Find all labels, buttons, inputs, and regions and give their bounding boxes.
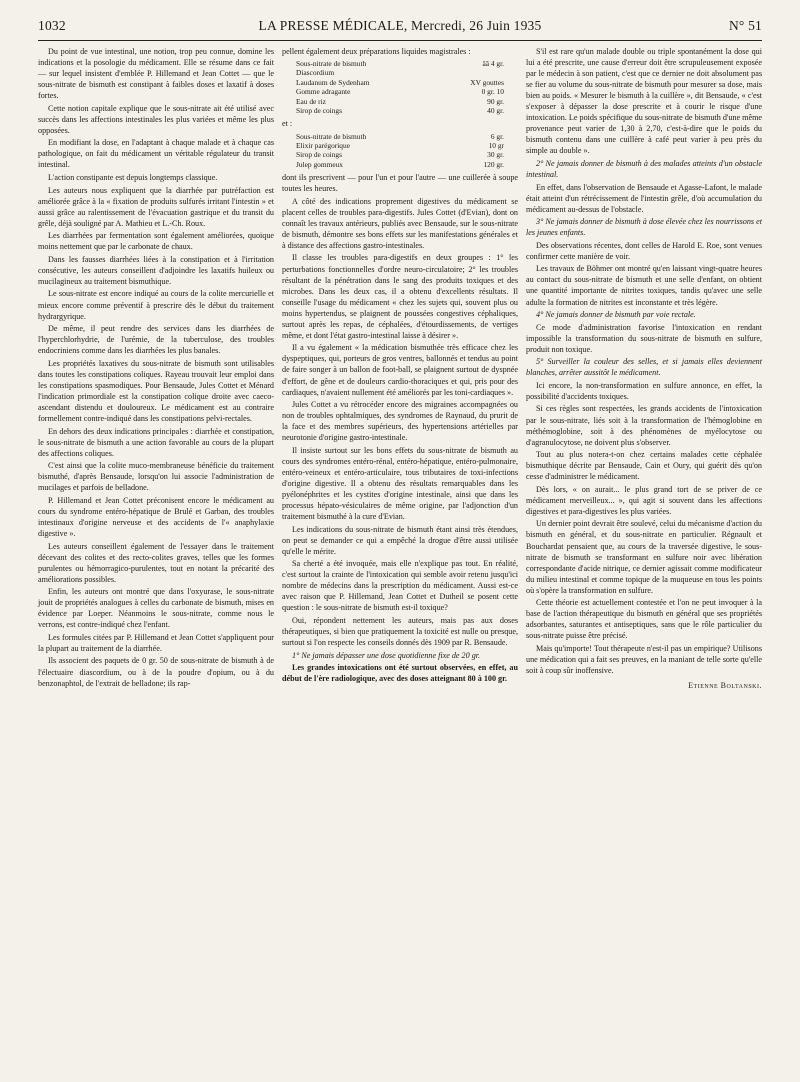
paragraph: Des observations récentes, dont celles de Harold E. Roe, sont venues confirmer cette manière de voir. [526,240,762,261]
recipe-line: Sirop de coings 40 gr. [296,106,504,116]
recipe-1 [296,59,518,115]
paragraph: Un dernier point devrait être soulevé, celui du mécanisme d'action du bismuth en général, et du sous-nitrate en particulier. Régnault et Bouchardat pensaient que, au cours de la traversée digestive, le sous-nitrate de bismuth se transformant en sulfure noir avec libération correspondante d'acide nitrique, ce dernier agissait comme modificateur du milieu intestinal et comme topique de la muqueuse en tous les points où s'opère la transformation en sulfure. [526,519,762,595]
paragraph: Il classe les troubles para-digestifs en deux groupes : 1° les perturbations fonctionnelles d'ordre neuro-circulatoire; 2° les troubles résultant de la pénétration dans le sang des produits toxiques et des microbes. Dans les deux cas, il a obtenu d'excellents résultats. Il conseille l'usage du médicament « chez les sujets qui, souvent plus ou moins hypertendus, se plaignent de poussées congestives céphaliques, surtout après les repas, de céphalées, d'étourdissements, de vertiges même, et dont l'état gastro-intestinal laisse à désirer ». [282,253,518,340]
paragraph: Dès lors, « on aurait... le plus grand tort de se priver de ce médicament merveilleux... », qui agit si souvent dans les affections digestives et para-digestives les plus variées. [526,484,762,516]
paragraph: Les travaux de Böhmer ont montré qu'en laissant vingt-quatre heures au contact du sous-nitrate de bismuth et une selle d'enfant, on obtient une quantité importante de nitrites toxiques, tandis qu'avec une selle adulte la formation de nitrites est inconstante et très légère. [526,264,762,307]
paragraph: C'est ainsi que la colite muco-membraneuse bénéficie du traitement bismuthé, d'après Bensaude, lorsqu'on lui associe l'administration de mucilages et parfois de belladone. [38,461,274,493]
paragraph: En effet, dans l'observation de Bensaude et Agasse-Lafont, le malade était atteint d'un rétrécissement de l'intestin grêle, d'où accumulation du médicament au-dessus de l'obstacle. [526,182,762,214]
recipe-line: Sous-nitrate de bismuth ââ 4 gr. [296,59,504,69]
paragraph: Jules Cottet a vu rétrocéder encore des migraines accompagnées ou non de troubles ophtalmiques, des syndromes de Raynaud, du prurit de la face et des membres supérieurs, des hypertensions artérielles par neurotonie d'origine gastro-intestinale. [282,400,518,443]
paragraph: Mais qu'importe! Tout thérapeute n'est-il pas un empirique? Utilisons une médication qui a fait ses preuves, en la maniant de telle sorte qu'elle soit à coup sûr inoffensive. [526,643,762,676]
rule-1: 1° Ne jamais dépasser une dose quotidienne fixe de 20 gr. [292,650,481,660]
paragraph: Les auteurs nous expliquent que la diarrhée par putréfaction est améliorée grâce à la « fixation de produits sulfurés irritant l'intestin » et aussi grâce au ralentissement de l'évacuation gastrique et du transit du grêle, déjà souligné par A. Mathieu et L.-Ch. Roux. [38,185,274,228]
author-signature: Etienne Boltanski. [688,681,762,691]
page-number: 1032 [38,18,66,33]
paragraph: Les diarrhées par fermentation sont également améliorées, quoique moins nettement que par le carbonate de chaux. [38,231,274,252]
header-rule [38,40,762,41]
paragraph: Enfin, les auteurs ont montré que dans l'oxyurase, le sous-nitrate jouit de propriétés analogues à celles du carbonate de bismuth, mises en évidence par Loeper. Néanmoins le sous-nitrate, comme nous le verrons, est contre-indiqué chez l'enfant. [38,587,274,630]
rule-2: 2° Ne jamais donner de bismuth à des malades atteints d'un obstacle intestinal. [526,158,762,180]
recipe-line: Sous-nitrate de bismuth 6 gr. [296,131,504,141]
rule-4: 4° Ne jamais donner de bismuth par voie rectale. [536,310,696,320]
paragraph: Ici encore, la non-transformation en sulfure annonce, en effet, la possibilité d'accidents toxiques. [526,380,762,401]
paragraph: Cette notion capitale explique que le sous-nitrate ait été utilisé avec succès dans les affections intestinales les plus variées et même les plus opposées. [38,103,274,135]
paragraph: Cette théorie est actuellement contestée et l'on ne peut invoquer à la base de l'action thérapeutique du bismuth en général que ses propriétés adsorbantes, saturantes et antiseptiques, sans que le rôle particulier du sous-nitrate puisse être précisé. [526,598,762,641]
paragraph: Ce mode d'administration favorise l'intoxication en rendant impossible la transformation du sous-nitrate de bismuth en sulfure, produit non toxique. [526,322,762,354]
paragraph: Dans les fausses diarrhées liées à la constipation et à l'irritation consécutive, les auteurs conseillent d'adjoindre les laxatifs huileux ou mucilagineux au traitement bismuthique. [38,254,274,286]
issue-number: N° 51 [728,18,762,33]
recipe-separator: et : [282,119,293,129]
recipe-line: Laudanum de Sydenham XV gouttes [296,77,504,87]
paragraph: L'action constipante est depuis longtemps classique. [48,173,218,183]
recipe-line: Sirop de coings 30 gr. [296,150,504,160]
paragraph: Les indications du sous-nitrate de bismuth étant ainsi très étendues, on peut se demander ce qui a empêché la drogue d'être aussi utilisée qu'elle le mérite. [282,524,518,556]
column-1 [38,46,274,690]
paragraph: S'il est rare qu'un malade double ou triple spontanément la dose qui lui a été prescrite, une cause d'erreur doit être scrupuleusement exposée par le médecin à son patient, c'est que ce dernier ne doit absolument pas se fier au volume du sous-nitrate de bismuth pour mesurer sa dose, mais bien au poids. « Mesurer le bismuth à la cuillère », dit Bensaude, « c'est s'exposer à dépasser la dose prescrite et à courir le risque d'une intoxication. Le poids spécifique du sous-nitrate de bismuth d'une même provenance peut varier de 1,30 à 2,70, c'est-à-dire que le poids du bismuth contenu dans une cuillère à café peut varier à peu près du simple au double ». [526,47,762,156]
paragraph: Les formules citées par P. Hillemand et Jean Cottet s'appliquent pour la plupart au traitement de la diarrhée. [38,632,274,653]
paragraph: Tout au plus notera-t-on chez certains malades cette céphalée bismuthique décrite par Bensaude, Cain et Oury, qui guérit dès qu'on cesse d'administrer le médicament. [526,450,762,482]
paragraph: Oui, répondent nettement les auteurs, mais pas aux doses thérapeutiques, si bien que pratiquement la toxicité est nulle ou presque, surtout si l'on respecte les conseils donnés dès 1909 par R. Bensaude. [282,615,518,648]
paragraph: Il insiste surtout sur les bons effets du sous-nitrate de bismuth au cours des syndromes entéro-rénal, entéro-hépatique, entéro-pulmonaire, entéro-veineux et entéro-articulaire, tous tributaires de toxi-infections d'origine digestive. Il a obtenu des résultats remarquables dans les pyélonéphrites et les cystites d'origine intestinale, ainsi que dans les processus hépato-vésiculaires de même origine, par l'adjonction d'un traitement bismuthé à la cure d'Evian. [282,445,518,522]
paragraph: Le sous-nitrate est encore indiqué au cours de la colite mercurielle et mieux encore comme préventif à prescrire dès le début du traitement hydrargyrique. [38,289,274,321]
recipe-line: Elixir parégorique 10 gr [296,140,504,150]
paragraph: Si ces règles sont respectées, les grands accidents de l'intoxication par le sous-nitrate, liés soit à la transformation de l'hémoglobine en méthémoglobine, soit à des phénomènes de myélocytose ou d'agranulocytose, ne doivent plus s'observer. [526,404,762,447]
paragraph: Du point de vue intestinal, une notion, trop peu connue, domine les indications et la posologie du médicament. Elle se résume dans ce fait — sur lequel insistent d'emblée P. Hillemand et Jean Cottet — que le sous-nitrate de bismuth est constipant à faibles doses et laxatif à doses fortes. [38,47,274,101]
recipe-2 [296,132,518,170]
recipe-line: Gomme adragante 0 gr. 10 [296,87,504,97]
paragraph: Ils associent des paquets de 0 gr. 50 de sous-nitrate de bismuth à de l'électuaire diascordium, ou à de la poudre d'opium, ou à du benzonaphtol, de l'extrait de belladone; ils rap- [38,656,274,688]
paragraph: Les grandes intoxications ont été surtout observées, en effet, au début de l'ère radiologique, avec des doses atteignant 80 à 100 gr. [282,663,518,684]
paragraph: En dehors des deux indications principales : diarrhée et constipation, le sous-nitrate de bismuth a une action favorable au cours de la plupart des affections coliques. [38,426,274,458]
paragraph: pellent également deux préparations liquides magistrales : [282,47,471,56]
paragraph: dont ils prescrivent — pour l'un et pour l'autre — une cuillerée à soupe toutes les heures. [282,173,518,194]
paragraph: P. Hillemand et Jean Cottet préconisent encore le médicament au cours du syndrome entéro-hépatique de Brulé et Garban, des troubles intestinaux d'origine nerveuse et des accidents de l'« anaphylaxie digestive ». [38,495,274,538]
rule-5: 5° Surveiller la couleur des selles, et si jamais elles deviennent blanches, arrêter aussitôt le médicament. [526,357,762,378]
publication-title: LA PRESSE MÉDICALE, Mercredi, 26 Juin 1935 [258,18,542,33]
rule-3: 3° Ne jamais donner de bismuth à dose élevée chez les nourrissons et les jeunes enfants. [526,217,762,238]
column-3 [526,46,762,691]
recipe-line: Eau de riz 90 gr. [296,96,504,106]
paragraph: A côté des indications proprement digestives du médicament se placent celles de troubles para-digestifs. Jules Cottet (d'Evian), dont on connaît les travaux antérieurs, publiés avec Bensaude, sur le sous-nitrate de bismuth, démontre ses bons effets sur les manifestations générales et à distance des affections gastro-intestinales. [282,196,518,250]
recipe-line: Diascordium [296,68,335,78]
page-header [38,16,762,38]
paragraph: En modifiant la dose, en l'adaptant à chaque malade et à chaque cas pathologique, on fait du médicament un véritable régulateur du transit intestinal. [38,138,274,170]
paragraph: Sa cherté a été invoquée, mais elle n'explique pas tout. En réalité, c'est surtout la crainte de l'intoxication qui semble avoir retenu jusqu'ici nombre de médecins dans la prescription du médicament. Aussi est-ce avec raison que P. Hillemand, Jean Cottet et Dutheil se posent cette question : le sous-nitrate de bismuth est-il toxique? [282,559,518,613]
paragraph: Les auteurs conseillent également de l'essayer dans le traitement décevant des colites et des recto-colites graves, telles que les formes purulentes ou hémorragico-purulentes, tout en notant la précarité des améliorations possibles. [38,541,274,584]
paragraph: Il a vu également « la médication bismuthée très efficace chez les dyspeptiques, qui, porteurs de gros ventres, ballonnés et tendus au point de faire songer à un ballon de foot-ball, se plaignent surtout de dyspnée d'effort, de gêne et de douleurs cardio-thoraciques et qui, pris pour des cardiaques, n'avaient nullement été améliorés par les toni-cardiaques ». [282,343,518,397]
paragraph: De même, il peut rendre des services dans les diarrhées de l'hyperchlorhydrie, de l'urémie, de la tuberculose, des troubles endocriniens comme dans les diarrhées les plus banales. [38,324,274,356]
recipe-line: Julep gommeux 120 gr. [296,159,504,169]
column-2 [282,46,518,686]
paragraph: Les propriétés laxatives du sous-nitrate de bismuth sont utilisables dans toutes les constipations coliques. Rayeau trouvait leur emploi dans les constipations spasmodiques. Pour Bensaude, Jules Cottet et Ménard l'indication primordiale est la constipation colique droite avec caeco-ascendant distendu et douloureux. Le médicament est au contraire formellement contre-indiqué dans les constipations pelvi-rectales. [38,358,274,423]
